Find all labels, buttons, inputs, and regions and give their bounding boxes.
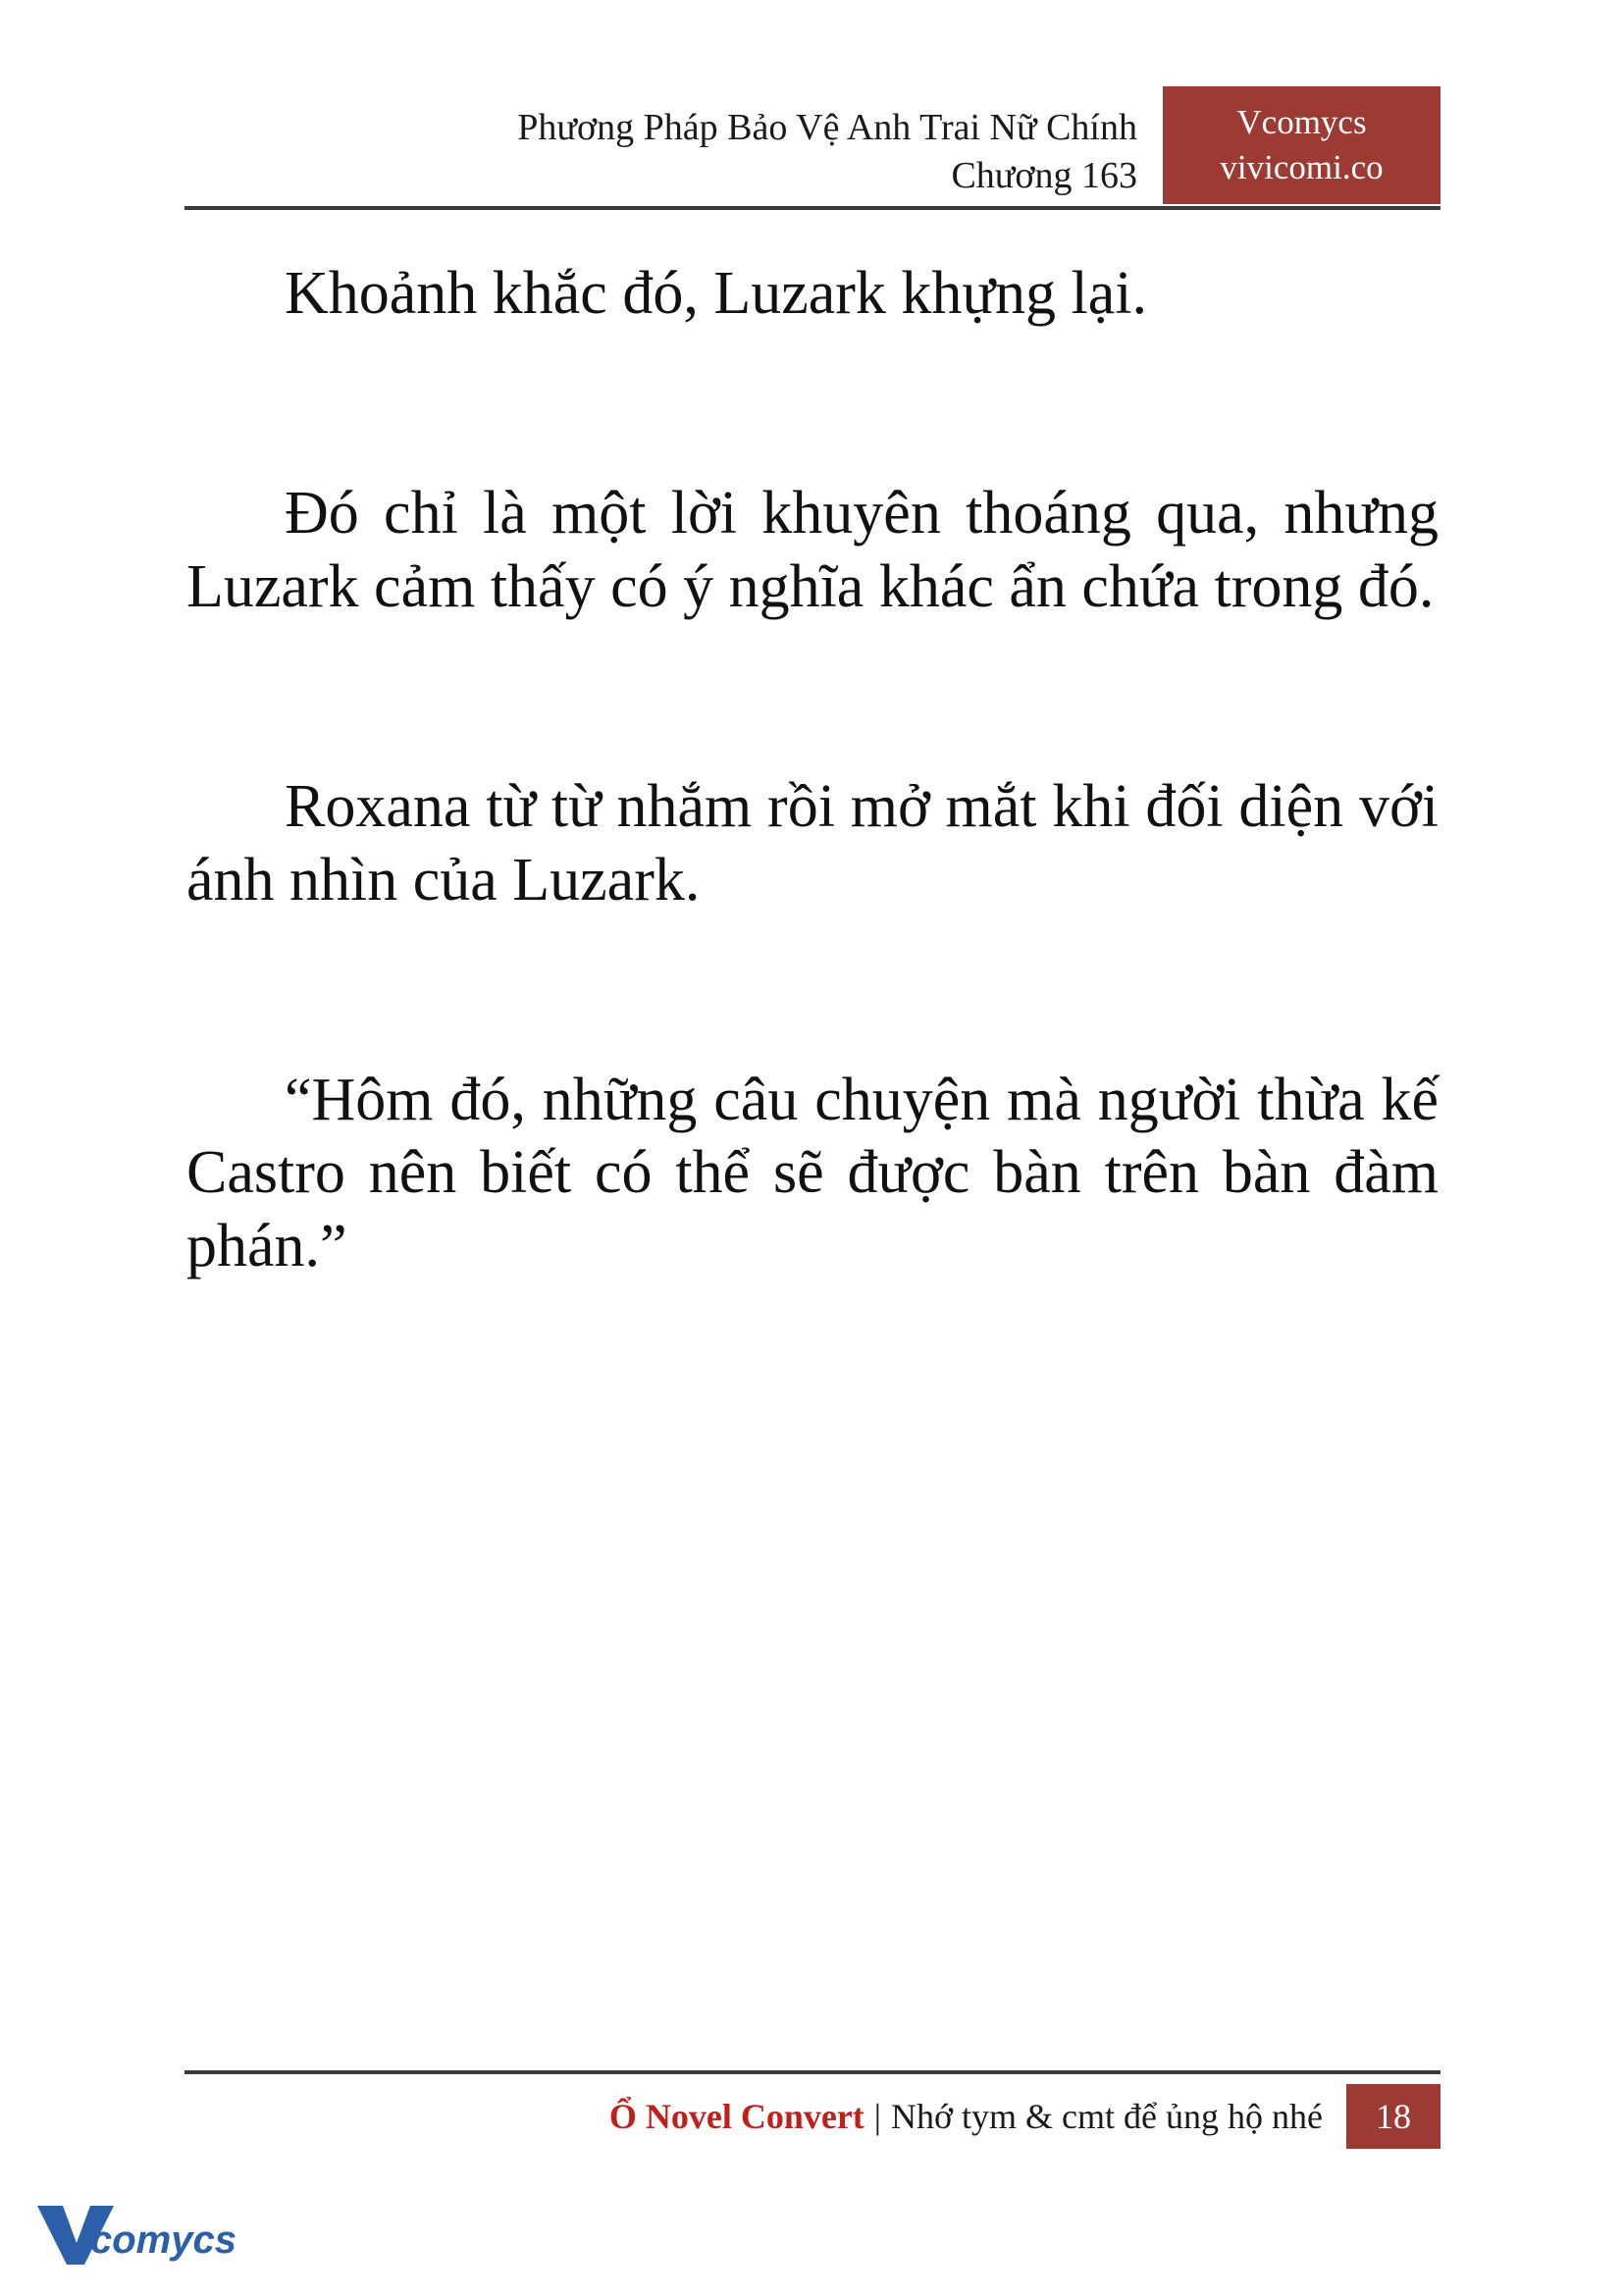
- page-content: [186, 257, 1439, 1282]
- header-divider: [184, 206, 1441, 210]
- chapter-label: Chương 163: [951, 154, 1137, 196]
- site-badge-name: Vcomycs: [1236, 102, 1367, 141]
- paragraph: Đó chỉ là một lời khuyên thoáng qua, nhưng Luzark cảm thấy có ý nghĩa khác ẩn chứa trong đó.: [186, 480, 1439, 620]
- header-content: [184, 86, 1441, 206]
- footer-content: [184, 2084, 1441, 2149]
- footer-note: Nhớ tym & cmt để ủng hộ nhé: [891, 2097, 1323, 2136]
- header-title-block: [517, 86, 1163, 199]
- vcomycs-watermark-logo: [33, 2196, 259, 2269]
- footer-separator: |: [873, 2097, 882, 2136]
- svg-text:comycs: comycs: [90, 2218, 236, 2262]
- page-header: [184, 86, 1441, 220]
- footer-credit: [609, 2084, 1346, 2149]
- footer-brand: Ổ Novel Convert: [608, 2097, 864, 2136]
- paragraph: Khoảnh khắc đó, Luzark khựng lại.: [285, 260, 1147, 327]
- site-badge: [1163, 86, 1441, 204]
- novel-title: Phương Pháp Bảo Vệ Anh Trai Nữ Chính: [517, 107, 1137, 148]
- site-badge-url: vivicomi.co: [1220, 148, 1384, 186]
- page-footer: [184, 2070, 1441, 2149]
- paragraph: Roxana từ từ nhắm rồi mở mắt khi đối diện với ánh nhìn của Luzark.: [186, 773, 1439, 913]
- page-number-badge: 18: [1346, 2084, 1441, 2149]
- footer-divider: [184, 2070, 1441, 2074]
- vcomycs-logo-icon: [33, 2196, 259, 2269]
- paragraph: “Hôm đó, những câu chuyện mà người thừa kế Castro nên biết có thể sẽ được bàn trên bàn đàm phán.”: [186, 1066, 1439, 1279]
